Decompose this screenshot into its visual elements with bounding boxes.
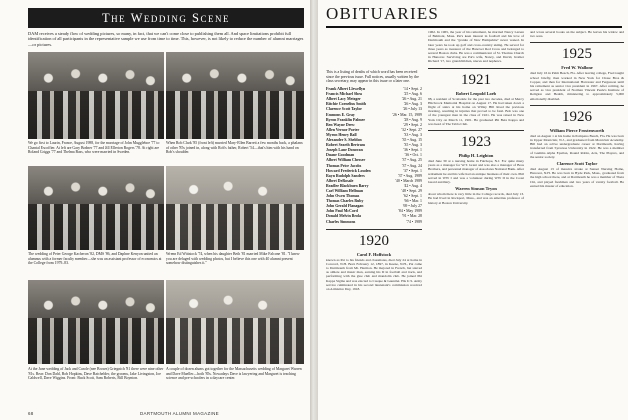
roster-entry-name: Francis Michael Shea bbox=[326, 92, 362, 97]
obituary-body-1923-second: about whom there is very little in the College records, died July 13. He had lived in Rockport, Mass., and was an emeritus professor of history at Boston University. bbox=[428, 192, 524, 205]
roster-entry-name: Duane Goodman bbox=[326, 153, 355, 158]
roster-entry-name: Alexander S. Sheldon bbox=[326, 138, 362, 143]
wedding-photo-2 bbox=[166, 52, 304, 139]
roster-entry-class-date: '32 • Sept. 27 bbox=[401, 127, 422, 132]
roster-entry-class-date: '26 • Aug. 3 bbox=[403, 102, 422, 107]
roster-entry-name: Ritchie Cornelius Smith bbox=[326, 102, 366, 107]
roster-entry-name: Thomas Charles Ruby bbox=[326, 199, 364, 204]
obituary-name-1923-second: Warren Simson Tryon bbox=[455, 186, 497, 192]
class-year-1923: 1923 bbox=[428, 130, 524, 151]
obituary-name-1923: Philip H. Leighton bbox=[458, 153, 494, 159]
roster-entry-class-date: '28 • Aug. 9 bbox=[403, 117, 422, 122]
folio-page-number: 68 bbox=[28, 411, 34, 416]
roster-entry-class-date: '29 • Sept. 2 bbox=[403, 122, 422, 127]
roster-entry-class-date: '25 • Aug. 6 bbox=[403, 92, 422, 97]
roster-entry-name: Robert Searth Bertram bbox=[326, 143, 365, 148]
obituary-body-1923: died June 30 at a nursing home in Fairhope, N.J. For quite many years as a manager for W.T. Grant and was also a manager of Boss Brothers, and personnel manager of Associates National Bank. After retirement he and his wife had an antique business of their own. Phil served in WW I and was a volunteer during WW II in the Coast Guard auxiliary. bbox=[428, 159, 524, 185]
wedding-scene-banner: The Wedding Scene bbox=[28, 8, 304, 28]
roster-entry-name: Allen Vernor Porter bbox=[326, 127, 360, 132]
obituaries-column-1 bbox=[326, 70, 422, 291]
roster-entry-name: Howard Frederick Louden bbox=[326, 168, 371, 173]
roster-entry-class-date: '35 • Aug. 15 bbox=[401, 138, 422, 143]
roster-entry-class-date: '66 • Mar. 1 bbox=[403, 199, 422, 204]
roster-entry-name: Donald Melvin Brola bbox=[326, 214, 361, 219]
roster-entry-class-date: '37 • Aug. 24 bbox=[401, 163, 422, 168]
roster-entry-class-date: '37 • Sept. 1 bbox=[403, 168, 422, 173]
obituary-body-1926: died on August 1 at his home in Pompano Beach, Fla. He was born in Upper Montclair, N.J., and graduated from Montclair Academy. Bill had an active undergraduate career at Dartmouth, having transferred from Syracuse University in 1922. He was a member of Gamma Alpha Epsilon, Round Robin, Arts, The Players, and the senior society. bbox=[530, 133, 624, 159]
obituary-body-1926-second: died August 13 of massive stroke at Sunset Nursing Home, Hanover, N.H. He was born in Hyde Park, Mass., graduated from the high school there, and at Dartmouth he was a member of Theta Chi, and played freshman and two years of varsity football. He earned his master of education. bbox=[530, 167, 624, 188]
caption-photo-6: A couple of dozen alums got together for the Massachusetts wedding of Margaret Warren and Dave Mueller—both '85s. Nowadays Dave is lawyering and Margaret is teaching science and pre-schoolers in a daycare center. bbox=[166, 367, 302, 381]
wedding-intro-text: DAM receives a steady flow of wedding pictures, so many, in fact, that we can't come close to publishing them all. And space limitations prohibit full identification of all participants in the representative sample we use from time to time. This, however, is not likely to reduce the number of alumni marriages—or pictures. bbox=[28, 31, 304, 47]
listing-intro: This is a listing of deaths of which word has been received since the previous issue. Full notices, usually written by the class secretary, may appear in this issue or a later one. bbox=[326, 70, 419, 84]
roster-entry-class-date: '37 • Aug. 25 bbox=[401, 158, 422, 163]
roster-entry-name: Emmons E. Gray bbox=[326, 112, 355, 117]
page-gutter bbox=[310, 0, 318, 420]
roster-entry-class-date: '26 • Mar. 15, 1989 bbox=[392, 112, 422, 117]
class-year-1921: 1921 bbox=[428, 68, 524, 89]
obituary-continued-1920: 1962. In 1965, the year of his retirement, he married Nancy Larsen of Belmont, Mass. Pat's keen interest in football and his love of Dartmouth and the "granite of New Hampshire" never waned. In later years he took up golf and cross-country skiing. He served for three years as treasurer of the Hanover Red Cross and belonged to several Boston clubs. He was a communicant of St. Thomas Church in Hanover. Surviving are Pat's wife, Nancy, and David, brother Richard '17, two grandchildren, nieces and nephews. bbox=[428, 30, 524, 64]
roster-entry-name: Albert William Chesser bbox=[326, 158, 366, 163]
caption-photo-2: When Rob Clark '85 (front left) married Mary-Ellen Barrett a few months back, a phalanx of other '85s joined in, along with Rob's father, Robert '54—that's him with his hand on Rob's shoulder. bbox=[166, 141, 303, 155]
caption-photo-1: We go first to Laurin, France, August 1988, for the marriage of John Muggleboe '77 to Chantal Escoffier. At left are Gary Bodner '77 and Jill Ellerton Rogers '78. At right are Roland Griggs '77 and Thelma Bass, who were married in Sweden. bbox=[28, 141, 160, 155]
obituaries-column-2 bbox=[428, 30, 524, 205]
roster-entry-class-date: '69 • July 27 bbox=[402, 204, 422, 209]
obituaries-title: OBITUARIES bbox=[326, 4, 440, 23]
caption-photo-5: At the June wedding of Jack and Carole (nee Brown) Griegnich '81 there were nine other '81s. Rear: Don Dahl, Bob Hopkins, Dave Batchelder, the grooms, Jake Livingston, Joe Caldwell, Dave Wiggins. Front: Buck Scott, Sam Roberts, Bill Boynton. bbox=[28, 367, 164, 381]
caption-photo-4: Wrenn Ed Wittstock '74, when his daughter Beth '81 married Mike Falcone '81. "I knew you are deluged with wedding photos, but I believe this one with 40 alumni present somehow distinguishes it." bbox=[166, 252, 300, 266]
obituary-name-1925: Fred W. Wallone bbox=[561, 65, 593, 71]
roster-entry-name: Thomas Price Jacobs bbox=[326, 163, 362, 168]
roster-entry-class-date: '42 • Aug. 4 bbox=[403, 183, 422, 188]
roster-entry-class-date: '33 • Aug. 3 bbox=[403, 132, 422, 137]
roster-entry-class-date: '74 • 1989 bbox=[406, 219, 422, 224]
obituary-continued-1923: and wrote several books on the subject. He leaves his widow and two sons. bbox=[530, 30, 624, 39]
roster-entry-name: Myron Henry Ball bbox=[326, 132, 357, 137]
wedding-photo-5 bbox=[28, 280, 164, 364]
roster-entry-name: Byron Franklin Palmer bbox=[326, 117, 366, 122]
obituary-name-1926: William Pierce Frostenworth bbox=[549, 127, 605, 133]
roster-entry-class-date: '36 • Oct. 1 bbox=[404, 153, 422, 158]
roster-entry-name: Frank Albert Llewellyn bbox=[326, 87, 366, 92]
title-rule bbox=[326, 26, 622, 28]
roster-entry-name: Ben Wayne Drew bbox=[326, 122, 355, 127]
roster-entry-class-date: '40 • March 1989 bbox=[395, 178, 422, 183]
roster-entry-class-date: '37 • Aug. 1989 bbox=[397, 173, 422, 178]
roster-entry-name: Bradlee Blackburn Barry bbox=[326, 183, 369, 188]
obituary-body-1925: died July 16 in Palm Beach, Fla. After leaving college, Fred taught school briefly, then worked in New York for Chase Bros & Copper, and then for International Harvester and Fergusson until his retirement as senior vice president in 1967. After retiring, he served as vice president of Norman Vincent Peale's Institute of Religion and Health, ministering to approximately 5,000 emotionally disabled. bbox=[530, 71, 624, 101]
roster-entry-class-date: '36 • Sept. 1 bbox=[403, 148, 422, 153]
roster-entry-name: Albert DeRosale bbox=[326, 178, 354, 183]
roster-entry-class-date: '48 • Sept. 29 bbox=[401, 188, 422, 193]
roster-entry-name: John Paul McCord bbox=[326, 209, 358, 214]
wedding-photo-4 bbox=[166, 166, 304, 250]
obituary-name-1921: Robert Leopold Loeb bbox=[455, 90, 497, 96]
wedding-photo-1 bbox=[28, 52, 164, 139]
right-page bbox=[318, 0, 628, 420]
class-year-1925: 1925 bbox=[530, 42, 624, 63]
left-page bbox=[0, 0, 310, 420]
roster-entry-class-date: '35 • Aug. 3 bbox=[403, 143, 422, 148]
caption-photo-3: The wedding of Peter George Kacheron '82, DMS '86, and Daphne Kenyon united an alumnus with a former faculty member—she was an assistant professor of economics at the College from 1979–83. bbox=[28, 252, 162, 266]
roster-entry-name: Joseph Lane Donovan bbox=[326, 148, 363, 153]
roster-entry-class-date: '14 • Sept. 2 bbox=[403, 87, 422, 92]
roster-entry-class-date: '26 • July 13 bbox=[402, 107, 422, 112]
roster-entry-name: John Gerald Flanagan bbox=[326, 204, 364, 209]
roster-entry-name: Clarence Scott Taylor bbox=[326, 107, 363, 112]
obituary-body-1920: known as Pat to his friends and classmates, died July 24 at home in Concord, N.H. Born February 12, 1897, in Keene, N.H., Pat came to Dartmouth from Mt. Hermon. He majored in French, but starred as athlete and music man, earning his D in football and track, and performing with the glee club and mandolin club. He joined Phi Kappa Sigma and was elected to Casque & Gauntlet. His U.S. Army service culminated in his second lieutenant's commission received on Armistice Day, 1918. bbox=[326, 257, 422, 292]
roster-entry-name: John Owen Thomas bbox=[326, 194, 360, 199]
roster-entry-name: Albert Lacy Metzger bbox=[326, 97, 361, 102]
roster-entry-name: Rayn Rudolph Sanders bbox=[326, 173, 365, 178]
wedding-photo-6 bbox=[166, 280, 304, 364]
roster-entry-class-date: '91 • Mar. 28 bbox=[401, 214, 422, 219]
obituary-body-1921: 88, a resident of Scottsdale for the past two decades, died at Mercy Hitchcock Memorial Hospital on August 17. He had taken down a flight of stairs at his home on Willey Hill Road the previous morning, resulting in injuries that proved to be fatal. Bob was one of the youngest men in the class of 1921. He was raised in New York City on March 11, 1901. He graduated Phi Beta Kappa and was head of The Tabla Club. bbox=[428, 96, 524, 126]
class-year-1926: 1926 bbox=[530, 105, 624, 126]
class-year-1920: 1920 bbox=[326, 229, 422, 250]
roster-entry-class-date: '62 • Sept. 1 bbox=[403, 194, 422, 199]
deaths-roster bbox=[326, 87, 422, 225]
folio-magazine-title: DARTMOUTH ALUMNI MAGAZINE bbox=[140, 411, 219, 416]
obituaries-column-3 bbox=[530, 30, 624, 188]
roster-entry bbox=[326, 220, 422, 225]
roster-entry-class-date: '26 • Aug. 21 bbox=[401, 97, 422, 102]
roster-entry-name: Carl William Hellman bbox=[326, 188, 364, 193]
roster-entry-name: Charles Simmons bbox=[326, 219, 356, 224]
roster-entry-class-date: '84 • May 1989 bbox=[398, 209, 422, 214]
obituary-name-1926-second: Clarence Scott Taylor bbox=[556, 161, 598, 167]
wedding-photo-3 bbox=[28, 166, 164, 250]
obituary-name-1920: Carol F. Hoffstock bbox=[356, 251, 392, 257]
